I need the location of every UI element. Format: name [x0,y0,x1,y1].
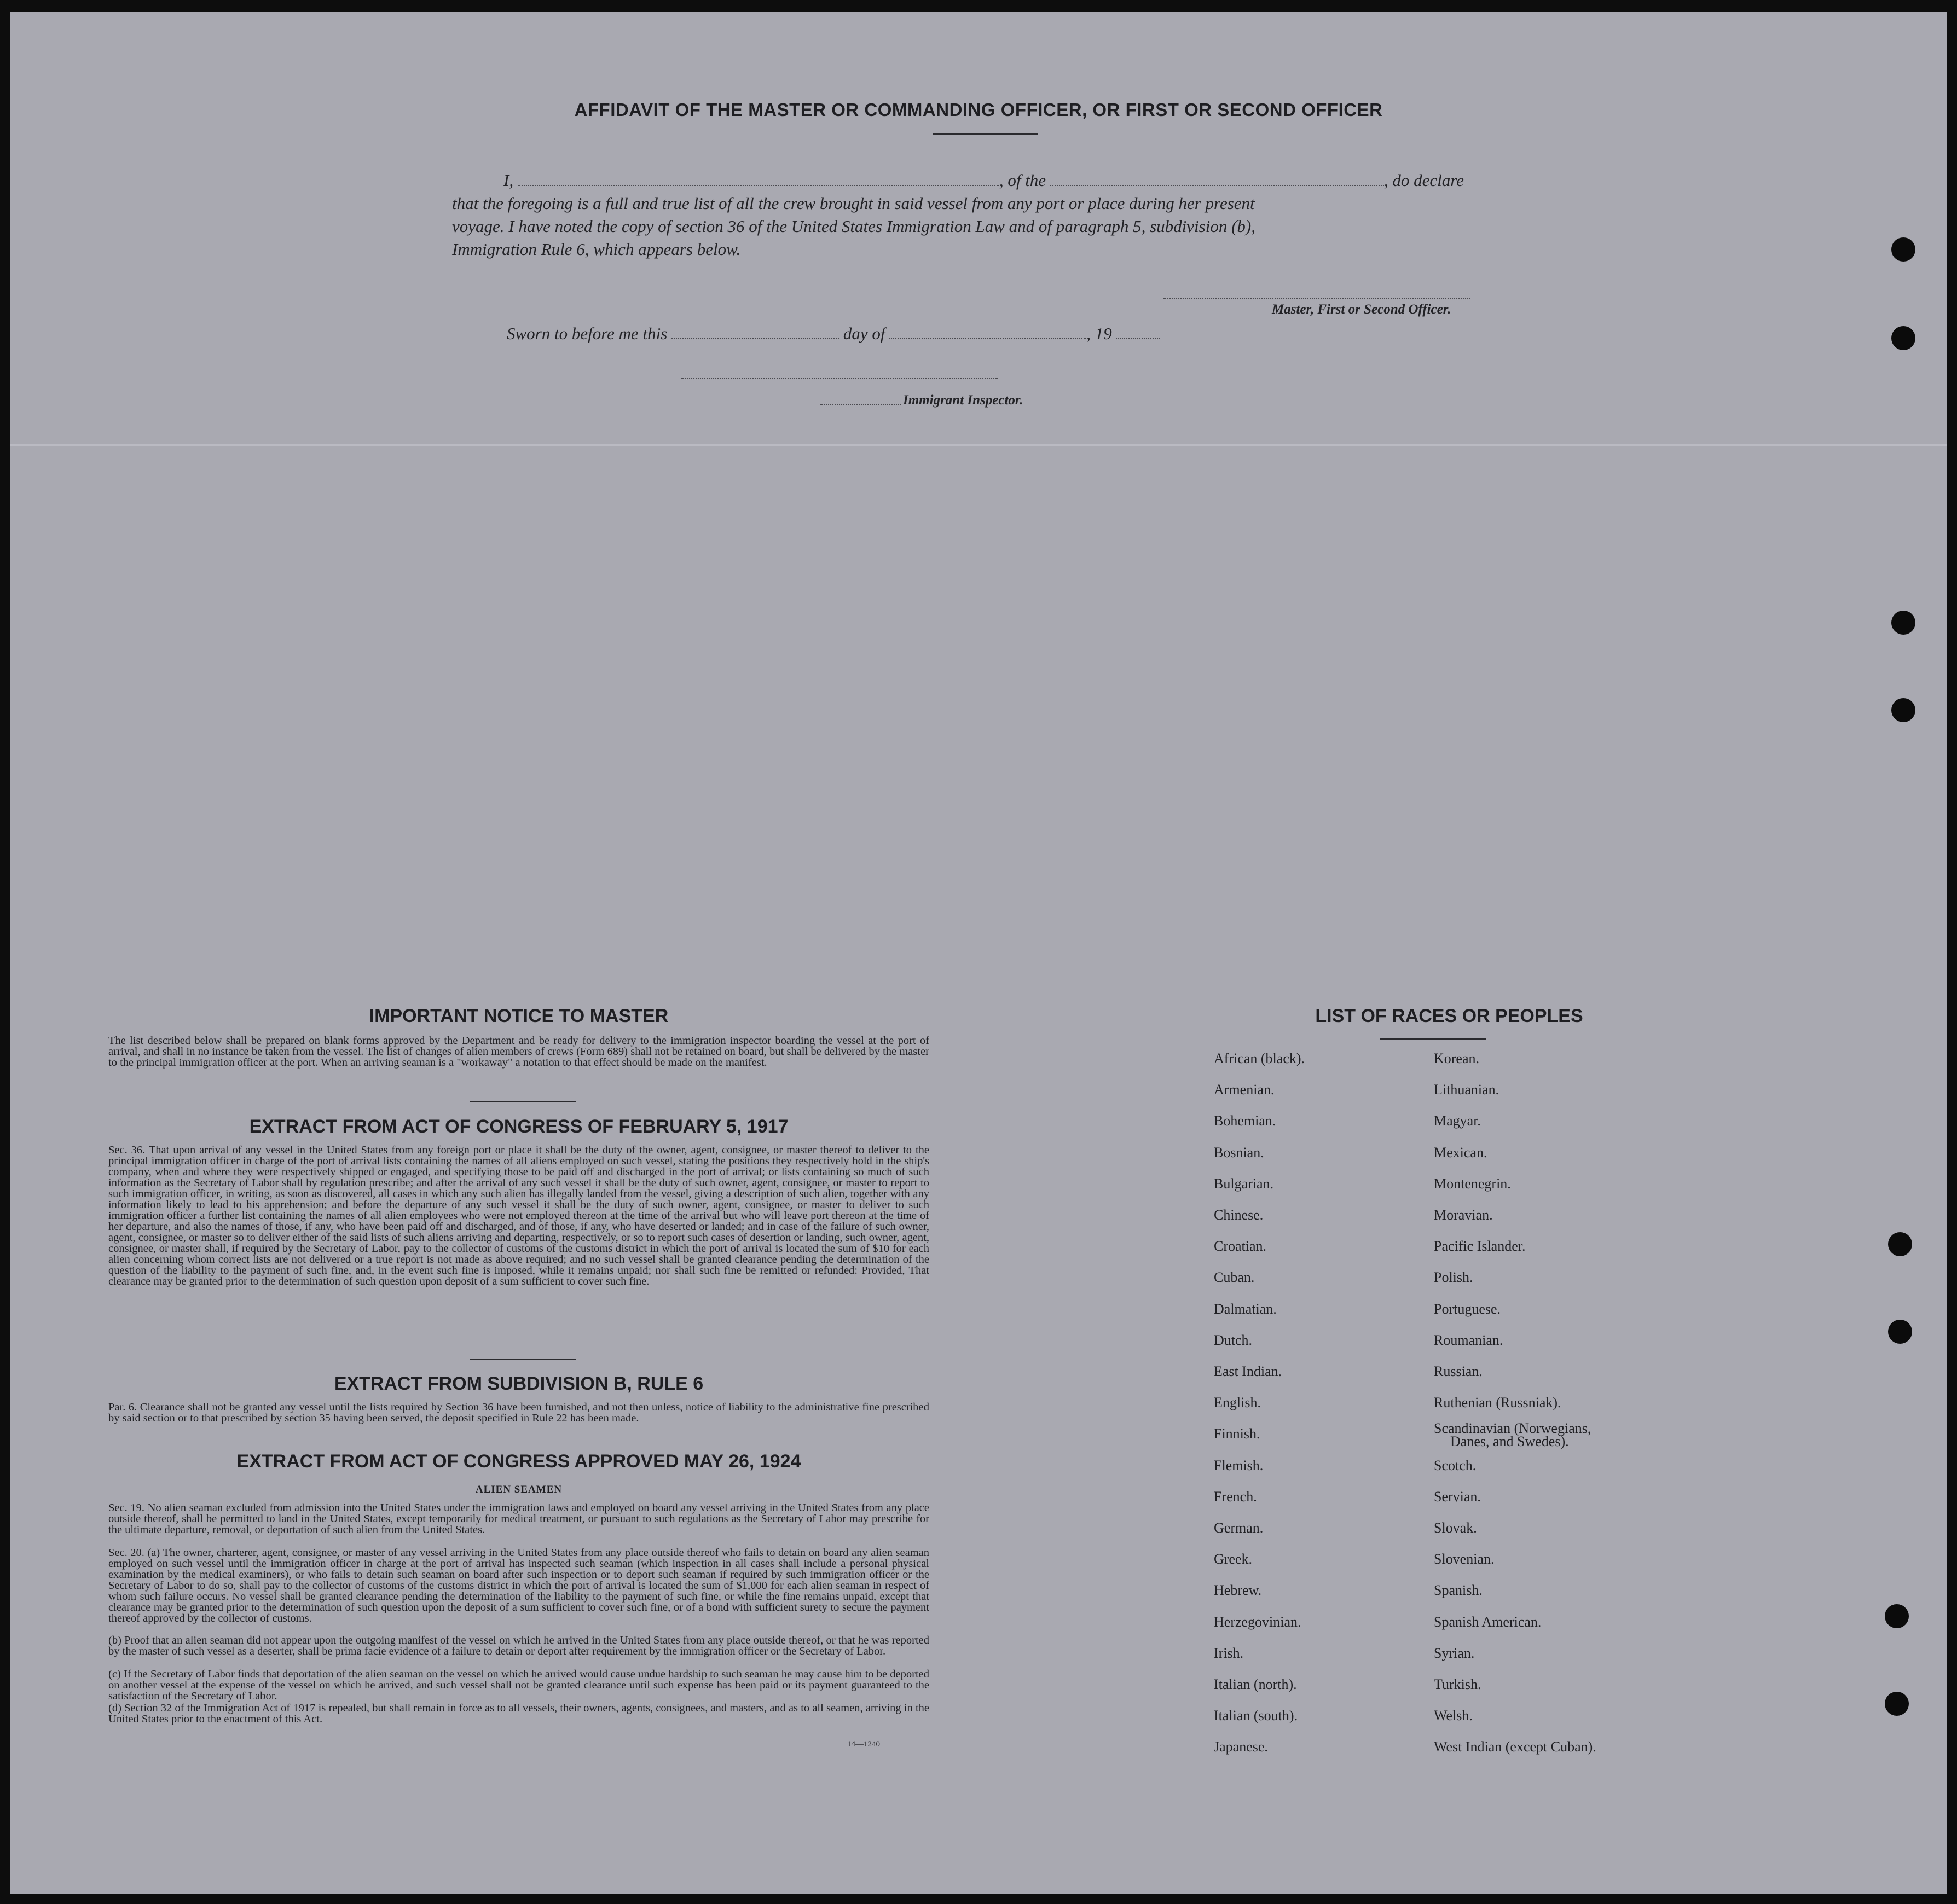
race-item: Pacific Islander. [1434,1238,1526,1255]
race-item: Ruthenian (Russniak). [1434,1395,1561,1411]
affidavit-title: AFFIDAVIT OF THE MASTER OR COMMANDING OFFICER, OR FIRST OR SECOND OFFICER [574,100,1383,120]
binder-hole [1888,1232,1912,1256]
sec20c-text: (c) If the Secretary of Labor finds that deportation of the alien seaman on the vessel on which he arrived would cause undue hardship to such seaman he may cause him to be deported on another vessel at the expense of the vessel on which he arrived, and such vessel shall not be granted clearance until such expense has been paid or its payment guaranteed to the satisfaction of the Secretary of Labor. [108,1668,929,1702]
binder-hole [1885,1692,1909,1716]
divider [470,1359,576,1360]
inspector-signature-line[interactable] [681,378,998,379]
race-item: Moravian. [1434,1207,1493,1223]
race-item: Slovenian. [1434,1551,1495,1568]
binder-hole [1888,1320,1912,1344]
race-item: Mexican. [1434,1144,1487,1160]
of-the-label: , of the [999,171,1046,190]
race-item: Chinese. [1214,1207,1264,1223]
race-item: Irish. [1214,1645,1244,1661]
race-item: Croatian. [1214,1238,1267,1255]
extract-1924-title: EXTRACT FROM ACT OF CONGRESS APPROVED MAY 26, 1924 [236,1451,801,1472]
race-item: French. [1214,1488,1257,1505]
divider [470,1101,576,1102]
race-item: Cuban. [1214,1269,1255,1286]
extract-1924-subtitle: ALIEN SEAMEN [475,1484,563,1495]
race-item: Japanese. [1214,1739,1268,1755]
vessel-field[interactable] [1050,181,1384,186]
inspector-short-line [820,404,901,405]
signature-caption: Master, First or Second Officer. [1272,302,1451,317]
signature-line[interactable] [1163,298,1470,299]
race-item: Dalmatian. [1214,1301,1277,1317]
race-item: Portuguese. [1434,1301,1501,1317]
sec20d-text: (d) Section 32 of the Immigration Act of 1917 is repealed, but shall remain in force as to all vessels, their owners, agents, consignees, and masters, and as to all seamen, arriving in the United States prior to the enactment of this Act. [108,1702,929,1725]
race-item: Dutch. [1214,1332,1253,1348]
race-item: Syrian. [1434,1645,1475,1661]
races-title: LIST OF RACES OR PEOPLES [1315,1006,1583,1026]
affidavit-line-3: voyage. I have noted the copy of section 36 of the United States Immigration Law and of paragraph 5, subdivision (b), [452,217,1255,236]
binder-hole [1891,326,1915,350]
title-underline [933,133,1038,135]
race-item: Flemish. [1214,1457,1264,1473]
sec20b-text: (b) Proof that an alien seaman did not appear upon the outgoing manifest of the vessel on which he arrived in the United States from any place outside thereof, or that he was reported by the master of such vessel as a deserter, shall be prima facie evidence of a failure to detain or deport after requirement by the immigration officer or the Secretary of Labor. [108,1634,929,1657]
do-declare-label: , do declare [1383,171,1464,190]
race-item: Greek. [1214,1551,1253,1568]
race-item: Lithuanian. [1434,1082,1499,1098]
sec19-text: Sec. 19. No alien seaman excluded from admission into the United States under the immigration laws and employed on board any vessel arriving in the United States from any place outside thereof, shall be permitted to land in the United States, except temporarily for medical treatment, or pursuant to such regulations as the Secretary of Labor may prescribe for the ultimate departure, removal, or deportation of such alien from the United States. [108,1502,929,1536]
notice-title: IMPORTANT NOTICE TO MASTER [369,1006,669,1026]
binder-hole [1891,698,1915,722]
affidavit-line-1 [503,171,1464,190]
race-item: Italian (north). [1214,1676,1297,1692]
race-item: German. [1214,1520,1264,1536]
form-sheet [10,12,1947,1894]
races-title-underline [1380,1038,1486,1040]
race-item: English. [1214,1395,1261,1411]
race-item: Spanish American. [1434,1613,1542,1630]
race-item: Russian. [1434,1363,1483,1379]
extract-rule6-text: Par. 6. Clearance shall not be granted any vessel until the lists required by Section 36 have been furnished, and not then unless, notice of liability to the administrative fine prescribed by said section or to that prescribed by section 35 having been served, the deposit specified in Rule 22 has been made. [108,1401,929,1424]
extract-1917-title: EXTRACT FROM ACT OF CONGRESS OF FEBRUARY 5, 1917 [249,1116,789,1137]
race-item: Herzegovinian. [1214,1613,1301,1630]
sworn-month-field[interactable] [889,334,1086,339]
fold-crease [10,444,1947,446]
race-item: Bosnian. [1214,1144,1264,1160]
binder-hole [1891,611,1915,635]
race-item: Turkish. [1434,1676,1481,1692]
race-item: Finnish. [1214,1426,1260,1442]
race-item: Magyar. [1434,1113,1481,1129]
race-item: Bulgarian. [1214,1175,1274,1192]
race-item: West Indian (except Cuban). [1434,1739,1596,1755]
race-item: Bohemian. [1214,1113,1276,1129]
race-item: Korean. [1434,1050,1480,1066]
day-of-label: day of [843,324,885,343]
race-item: Hebrew. [1214,1582,1262,1599]
notice-text: The list described below shall be prepared on blank forms approved by the Department and be ready for delivery to the immigration inspector boarding the vessel at the port of arrival, and shall in no instance be taken from the vessel. The list of changes of alien members of crews (Form 689) shall not be retained on board, but shall be delivered by the master to the principal immigration officer at the port. When an arriving seaman is a "workaway" a notation to that effect should be made on the manifest. [108,1035,929,1069]
extract-rule6-title: EXTRACT FROM SUBDIVISION B, RULE 6 [334,1373,704,1394]
race-item: Italian (south). [1214,1708,1298,1724]
race-item: Armenian. [1214,1082,1275,1098]
race-item: Scandinavian (Norwegians, [1434,1420,1591,1437]
sworn-year-field[interactable] [1116,334,1160,339]
binder-hole [1885,1604,1909,1628]
race-item: Slovak. [1434,1520,1477,1536]
sworn-line [507,324,1160,344]
race-item: Montenegrin. [1434,1175,1511,1192]
race-item: Polish. [1434,1269,1473,1286]
year-label: , 19 [1086,324,1112,343]
race-item: Spanish. [1434,1582,1483,1599]
race-item: Danes, and Swedes). [1450,1433,1569,1450]
sworn-label: Sworn to before me this [507,324,668,343]
affidavit-line-2: that the foregoing is a full and true list of all the crew brought in said vessel from any port or place during her present [452,194,1255,213]
name-field[interactable] [518,181,999,186]
inspector-caption: Immigrant Inspector. [903,393,1023,408]
binder-hole [1891,237,1915,262]
race-item: Scotch. [1434,1457,1477,1473]
race-item: Welsh. [1434,1708,1473,1724]
race-item: African (black). [1214,1050,1305,1066]
race-item: East Indian. [1214,1363,1282,1379]
form-number: 14—1240 [847,1740,880,1749]
i-label: I, [503,171,514,190]
race-item: Servian. [1434,1488,1481,1505]
race-item: Roumanian. [1434,1332,1503,1348]
sec20a-text: Sec. 20. (a) The owner, charterer, agent, consignee, or master of any vessel arriving in the United States from any place outside thereof who fails to detain on board any alien seaman employed on such vessel until the immigration officer in charge at the port of arrival has inspected such seaman (which inspection in all cases shall include a personal physical examination by the medical examiners), or who fails to detain such seaman on board after such inspection or to deport such seaman if required by such immigration officer or the Secretary of Labor to do so, shall pay to the collector of customs of the customs district in which the port of arrival is located the sum of $1,000 for each alien seaman in respect of whom such failure occurs. No vessel shall be granted clearance pending the determination of the liability to the payment of such fine, or while the fine remains unpaid, except that clearance may be granted prior to the determination of such question upon the deposit of a sum sufficient to cover such fine, or of a bond with sufficient surety to secure the payment thereof approved by the collector of customs. [108,1547,929,1624]
affidavit-line-4: Immigration Rule 6, which appears below. [452,240,741,259]
sworn-day-field[interactable] [671,334,839,339]
extract-1917-text: Sec. 36. That upon arrival of any vessel in the United States from any foreign port or place it shall be the duty of the owner, agent, consignee, or master thereof to deliver to the principal immigration officer in charge of the port of arrival lists containing the names of all aliens employed on such vessel, stating the positions they respectively hold in the ship's company, when and where they were respectively shipped or engaged, and specifying those to be paid off and discharged in the port of arrival; or lists containing so much of such information as the Secretary of Labor shall by regulation prescribe; and after the arrival of any such vessel it shall be the duty of such owner, agent, consignee, or master to report to such immigration officer, in writing, as soon as discovered, all cases in which any such alien has illegally landed from the vessel, giving a description of such alien, together with any information likely to lead to his apprehension; and before the departure of any such vessel it shall be the duty of such owner, agent, consignee, or master to deliver to such immigration officer a further list containing the names of all alien employees who were not employed thereon at the time of the arrival but who will leave port thereon at the time of her departure, and also the names of those, if any, who have been paid off and discharged, and of those, if any, who have deserted or landed; and in case of the failure of such owner, agent, consignee, or master so to deliver either of the said lists of such aliens arriving and departing, respectively, or so to report such cases of desertion or landing, such owner, agent, consignee, or master shall, if required by the Secretary of Labor, pay to the collector of customs of the customs district in which the port of arrival is located the sum of $10 for each alien concerning whom correct lists are not delivered or a true report is not made as above required; and no such vessel shall be granted clearance pending the determination of the question of the liability to the payment of such fine, and, in the event such fine is imposed, while it remains unpaid; nor shall such fine be remitted or refunded: Provided, That clearance may be granted prior to the determination of such question upon deposit of a sum sufficient to cover such fine. [108,1144,929,1287]
